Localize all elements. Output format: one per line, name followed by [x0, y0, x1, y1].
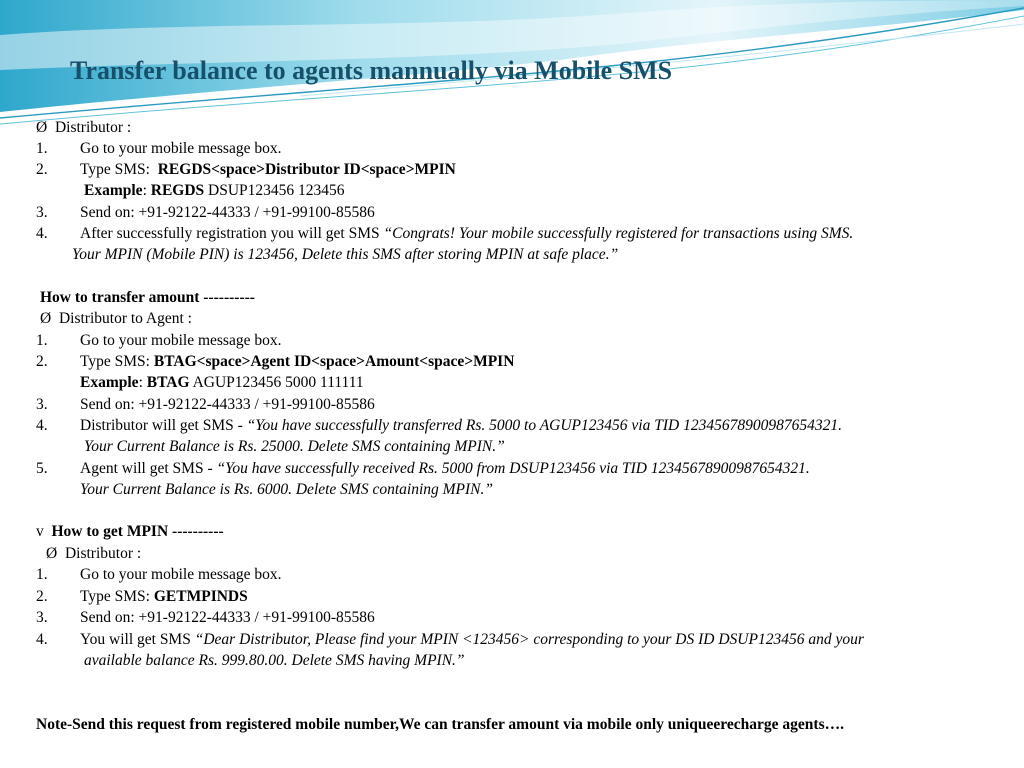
step-text: After successfully registration you will get SMS [80, 225, 380, 242]
list-item [36, 608, 375, 628]
sms-message-continuation: Your Current Balance is Rs. 25000. Delete SMS containing MPIN.” [84, 438, 505, 455]
section-distributor-mpin-header [46, 544, 141, 564]
example-line: Example: BTAG AGUP123456 5000 111111 [80, 374, 364, 391]
arrow-bullet-icon: Ø [36, 119, 48, 136]
step-text: Send on: +91-92122-44333 / +91-99100-85586 [80, 396, 375, 413]
v-bullet-icon: v [36, 523, 44, 540]
step-text: Send on: +91-92122-44333 / +91-99100-85586 [80, 204, 375, 221]
arrow-bullet-icon: Ø [40, 310, 52, 327]
list-item [36, 352, 514, 372]
example-value: AGUP123456 5000 111111 [192, 374, 364, 391]
sms-command: GETMPINDS [153, 588, 248, 605]
list-item [36, 203, 375, 223]
sms-message-continuation: Your Current Balance is Rs. 6000. Delete SMS containing MPIN.” [80, 481, 494, 498]
list-item [36, 224, 853, 244]
example-label: Example [80, 374, 139, 391]
example-value: DSUP123456 123456 [208, 182, 345, 199]
step-text: Type SMS: [80, 353, 150, 370]
list-number: 3. [36, 609, 48, 626]
example-line: Example: REGDS DSUP123456 123456 [84, 182, 345, 199]
list-item [36, 459, 810, 479]
sms-message: “Dear Distributor, Please find your MPIN <123456> corresponding to your DS ID DSUP123456 and your [194, 631, 864, 648]
sms-command: REGDS<space>Distributor ID<space>MPIN [157, 161, 456, 178]
footer-note: Note-Send this request from registered mobile number,We can transfer amount via mobile only uniqueerecharge agents…. [36, 716, 844, 733]
step-text: Go to your mobile message box. [80, 332, 282, 349]
list-number: 3. [36, 396, 48, 413]
example-label: Example [84, 182, 143, 199]
list-number: 4. [36, 631, 48, 648]
list-number: 2. [36, 353, 48, 370]
step-text: Send on: +91-92122-44333 / +91-99100-85586 [80, 609, 375, 626]
list-number: 2. [36, 161, 48, 178]
list-item [36, 416, 842, 436]
step-text: Go to your mobile message box. [80, 140, 282, 157]
list-number: 1. [36, 140, 48, 157]
list-number: 2. [36, 588, 48, 605]
sms-message: “You have successfully received Rs. 5000 from DSUP123456 via TID 12345678900987654321. [216, 460, 810, 477]
sms-command: BTAG<space>Agent ID<space>Amount<space>MPIN [153, 353, 515, 370]
list-number: 4. [36, 225, 48, 242]
step-text: You will get SMS [80, 631, 191, 648]
list-number: 5. [36, 460, 48, 477]
list-item [36, 587, 248, 607]
section-heading: v How to get MPIN ---------- [36, 523, 224, 540]
list-item [36, 160, 456, 180]
list-number: 1. [36, 332, 48, 349]
section-label: Distributor to Agent : [58, 310, 192, 327]
list-item [36, 565, 281, 585]
arrow-bullet-icon: Ø [46, 545, 58, 562]
sms-message: “You have successfully transferred Rs. 5000 to AGUP123456 via TID 12345678900987654321. [246, 417, 842, 434]
section-label: Distributor : [64, 545, 142, 562]
list-item [36, 395, 375, 415]
list-number: 3. [36, 204, 48, 221]
step-text: Go to your mobile message box. [80, 566, 282, 583]
sms-message: “Congrats! Your mobile successfully registered for transactions using SMS. [383, 225, 854, 242]
section-distributor-header [36, 118, 131, 138]
sms-message-continuation: available balance Rs. 999.80.00. Delete SMS having MPIN.” [84, 652, 465, 669]
list-number: 1. [36, 566, 48, 583]
sms-message-continuation: Your MPIN (Mobile PIN) is 123456, Delete this SMS after storing MPIN at safe place.” [72, 246, 619, 263]
step-text: Type SMS: [80, 588, 150, 605]
section-distributor-agent-header [40, 309, 192, 329]
list-item [36, 139, 281, 159]
list-number: 4. [36, 417, 48, 434]
example-code: BTAG [146, 374, 190, 391]
section-heading: How to transfer amount ---------- [40, 289, 255, 306]
page-title: Transfer balance to agents mannually via Mobile SMS [70, 56, 673, 85]
step-text: Agent will get SMS - [80, 460, 213, 477]
list-item [36, 630, 864, 650]
list-item [36, 331, 281, 351]
section-label: Distributor : [54, 119, 132, 136]
step-text: Type SMS: [80, 161, 150, 178]
example-code: REGDS [150, 182, 205, 199]
step-text: Distributor will get SMS - [80, 417, 243, 434]
